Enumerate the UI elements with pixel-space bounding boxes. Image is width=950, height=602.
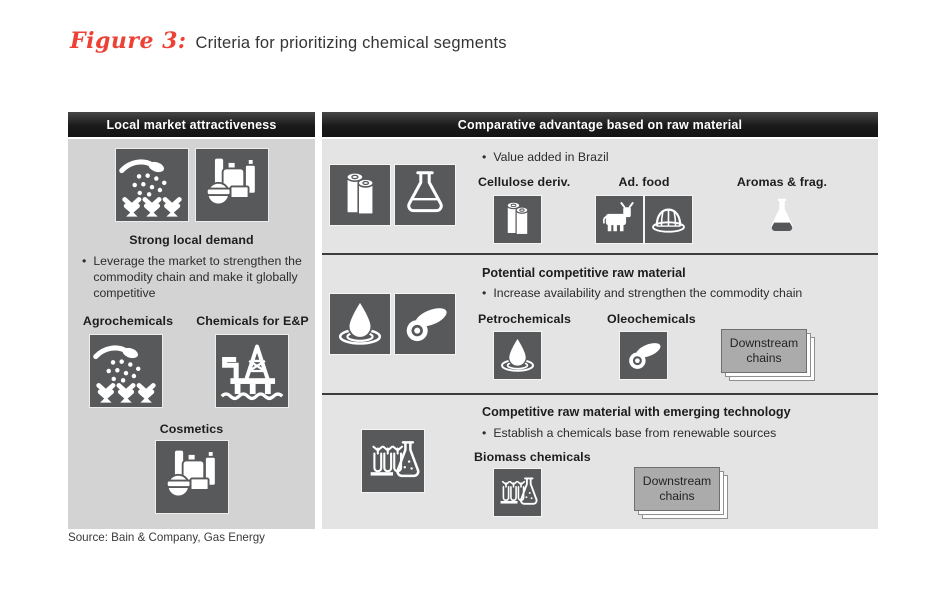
cow-icon [596, 196, 643, 243]
row2-bullet: • Increase availability and strengthen the commodity chain [482, 286, 803, 300]
local-market-panel-body [68, 139, 315, 529]
local-demand-bullet: • Leverage the market to strengthen the commodity chain and make it globally competitive [82, 254, 302, 301]
potential-raw-material-heading: Potential competitive raw material [482, 266, 686, 280]
oleo-seeds-icon [395, 294, 455, 354]
figure-title-text: Criteria for prioritizing chemical segments [195, 34, 507, 52]
row3-bullet: • Establish a chemicals base from renewable sources [482, 426, 777, 440]
chemicals-ep-label: Chemicals for E&P [196, 314, 309, 328]
oil-drop-icon [494, 332, 541, 379]
cosmetics-icon [156, 441, 228, 513]
row-divider [322, 253, 878, 255]
oleochemicals-label: Oleochemicals [607, 312, 696, 326]
petrochemicals-label: Petrochemicals [478, 312, 571, 326]
oleo-seeds-icon [620, 332, 667, 379]
oil-rig-icon [216, 335, 288, 407]
bullet-dot: • [82, 254, 87, 268]
cosmetics-label: Cosmetics [159, 422, 224, 436]
emerging-tech-heading: Competitive raw material with emerging technology [482, 405, 791, 419]
downstream-chains-label: Downstream chains [634, 467, 720, 511]
paper-rolls-icon [330, 165, 390, 225]
oil-drop-icon [330, 294, 390, 354]
comparative-advantage-panel-header: Comparative advantage based on raw material [322, 112, 878, 137]
biomass-chemicals-label: Biomass chemicals [474, 450, 591, 464]
agrochemicals-label: Agrochemicals [82, 314, 174, 328]
downstream-chains-box [634, 467, 720, 511]
figure-number: Figure 3: [70, 28, 187, 54]
flask-outline-icon [395, 165, 455, 225]
comparative-advantage-panel [322, 112, 878, 529]
cosmetics-icon [196, 149, 268, 221]
ad-food-label: Ad. food [618, 175, 670, 189]
cellulose-label: Cellulose deriv. [478, 175, 571, 189]
row-divider [322, 393, 878, 395]
local-market-panel [68, 112, 315, 529]
local-market-panel-header: Local market attractiveness [68, 112, 315, 137]
downstream-chains-box [721, 329, 807, 373]
source-note: Source: Bain & Company, Gas Energy [68, 531, 265, 544]
downstream-chains-label: Downstream chains [721, 329, 807, 373]
flask-liquid-icon [759, 194, 805, 244]
biomass-icon [494, 469, 541, 516]
paper-rolls-icon [494, 196, 541, 243]
aromas-frag-label: Aromas & frag. [736, 175, 828, 189]
comparative-advantage-panel-body [322, 139, 878, 529]
biomass-icon [362, 430, 424, 492]
agro-sprinkler-icon [116, 149, 188, 221]
strong-local-demand-heading: Strong local demand [129, 233, 254, 247]
figure-title [70, 28, 507, 54]
row1-bullet: • Value added in Brazil [482, 150, 609, 164]
jelly-mold-icon [645, 196, 692, 243]
agro-sprinkler-icon [90, 335, 162, 407]
